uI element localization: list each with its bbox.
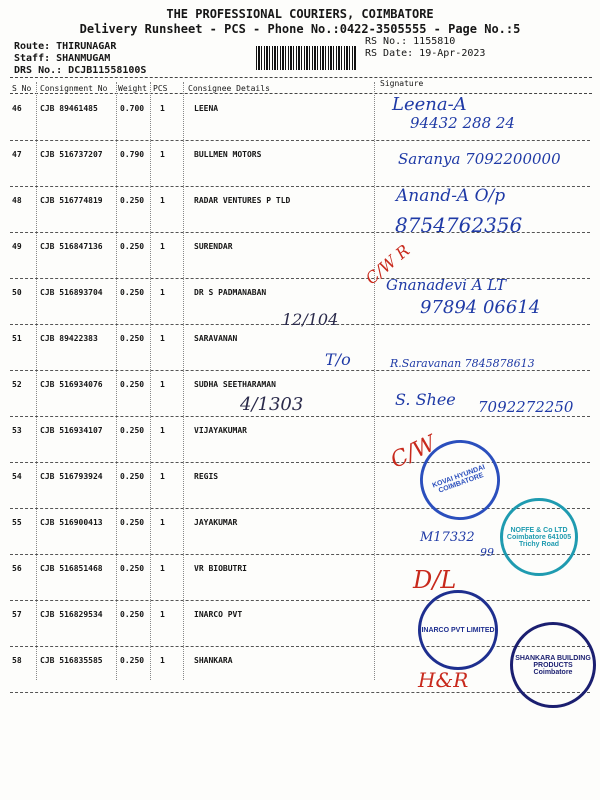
signature-handwriting: 4/1303: [240, 394, 304, 415]
cell-cn: CJB 516847136: [40, 242, 103, 251]
row-divider: [10, 508, 590, 509]
signature-handwriting: 94432 288 24: [410, 114, 515, 132]
col-consignment: Consignment No: [40, 84, 108, 93]
col-sno: S No: [12, 84, 32, 93]
row-divider: [10, 462, 590, 463]
cell-wt: 0.250: [120, 288, 145, 297]
cell-wt: 0.250: [120, 518, 145, 527]
cell-wt: 0.250: [120, 242, 145, 251]
company-stamp: [510, 622, 596, 708]
cell-sno: 58: [12, 656, 22, 665]
table-row: [0, 602, 600, 648]
cell-wt: 0.250: [120, 472, 145, 481]
cell-cn: CJB 516774819: [40, 196, 103, 205]
signature-handwriting: 7092272250: [478, 398, 574, 416]
cell-sno: 47: [12, 150, 22, 159]
row-divider: [10, 646, 590, 647]
cell-cn: CJB 516829534: [40, 610, 103, 619]
row-divider: [10, 370, 590, 371]
table-row: [0, 464, 600, 510]
cell-pcs: 1: [160, 656, 165, 665]
stamp-text: NOFFE & Co LTD Coimbatore 641005 Trichy Road: [506, 526, 572, 548]
cell-sno: 49: [12, 242, 22, 251]
cell-pcs: 1: [160, 472, 165, 481]
cell-name: VIJAYAKUMAR: [194, 426, 247, 435]
table-row: [0, 234, 600, 280]
cell-name: SUDHA SEETHARAMAN: [194, 380, 276, 389]
cell-wt: 0.250: [120, 610, 145, 619]
col-signature: Signature: [380, 79, 424, 88]
staff-label: Staff: SHANMUGAM: [14, 53, 111, 64]
cell-cn: CJB 516737207: [40, 150, 103, 159]
signature-handwriting: M17332: [420, 530, 475, 545]
cell-sno: 48: [12, 196, 22, 205]
cell-cn: CJB 516793924: [40, 472, 103, 481]
signature-handwriting: C/W: [386, 431, 440, 474]
signature-handwriting: S. Shee: [395, 390, 456, 409]
cell-name: BULLMEN MOTORS: [194, 150, 262, 159]
cell-name: INARCO PVT: [194, 610, 243, 619]
cell-sno: 52: [12, 380, 22, 389]
cell-pcs: 1: [160, 104, 165, 113]
cell-cn: CJB 89461485: [40, 104, 98, 113]
cell-pcs: 1: [160, 518, 165, 527]
header-rule: [10, 93, 592, 94]
cell-pcs: 1: [160, 564, 165, 573]
barcode: [256, 46, 356, 70]
cell-name: LEENA: [194, 104, 219, 113]
route-label: Route: THIRUNAGAR: [14, 41, 117, 52]
cell-pcs: 1: [160, 242, 165, 251]
signature-handwriting: 99: [480, 546, 494, 559]
signature-handwriting: 8754762356: [395, 213, 523, 237]
cell-pcs: 1: [160, 150, 165, 159]
cell-wt: 0.700: [120, 104, 145, 113]
company-stamp: [418, 590, 498, 670]
cell-sno: 57: [12, 610, 22, 619]
cell-cn: CJB 516934107: [40, 426, 103, 435]
signature-handwriting: Saranya 7092200000: [398, 150, 561, 168]
row-divider: [10, 140, 590, 141]
cell-wt: 0.250: [120, 426, 145, 435]
cell-sno: 46: [12, 104, 22, 113]
signature-handwriting: Leena-A: [392, 94, 467, 115]
row-divider: [10, 600, 590, 601]
signature-handwriting: D/L: [413, 566, 457, 594]
cell-name: VR BIOBUTRI: [194, 564, 247, 573]
cell-pcs: 1: [160, 334, 165, 343]
signature-handwriting: 97894 06614: [420, 297, 541, 318]
signature-handwriting: T/o: [325, 350, 351, 369]
row-divider: [10, 692, 590, 693]
cell-wt: 0.250: [120, 564, 145, 573]
cell-cn: CJB 516893704: [40, 288, 103, 297]
cell-pcs: 1: [160, 380, 165, 389]
cell-name: SURENDAR: [194, 242, 233, 251]
col-weight: Weight: [118, 84, 147, 93]
drs-number: DRS No.: DCJB11558100S: [14, 65, 147, 76]
signature-handwriting: H&R: [418, 668, 469, 692]
company-stamp: [500, 498, 578, 576]
cell-cn: CJB 516851468: [40, 564, 103, 573]
cell-name: SARAVANAN: [194, 334, 238, 343]
col-pcs: PCS: [153, 84, 168, 93]
cell-wt: 0.250: [120, 656, 145, 665]
cell-sno: 53: [12, 426, 22, 435]
cell-wt: 0.790: [120, 150, 145, 159]
cell-cn: CJB 516900413: [40, 518, 103, 527]
cell-pcs: 1: [160, 426, 165, 435]
stamp-text: INARCO PVT LIMITED: [421, 626, 495, 634]
cell-name: DR S PADMANABAN: [194, 288, 267, 297]
cell-name: REGIS: [194, 472, 219, 481]
signature-handwriting: R.Saravanan 7845878613: [390, 357, 535, 370]
cell-sno: 55: [12, 518, 22, 527]
cell-name: RADAR VENTURES P TLD: [194, 196, 291, 205]
cell-pcs: 1: [160, 610, 165, 619]
cell-wt: 0.250: [120, 334, 145, 343]
cell-wt: 0.250: [120, 196, 145, 205]
cell-cn: CJB 89422383: [40, 334, 98, 343]
cell-cn: CJB 516835585: [40, 656, 103, 665]
cell-sno: 56: [12, 564, 22, 573]
rs-number: RS No.: 1155810: [365, 36, 456, 47]
cell-sno: 50: [12, 288, 22, 297]
signature-handwriting: 12/104: [282, 310, 339, 329]
cell-name: SHANKARA: [194, 656, 233, 665]
stamp-text: SHANKARA BUILDING PRODUCTS Coimbatore: [515, 654, 591, 676]
signature-handwriting: Gnanadevi A LT: [386, 276, 507, 294]
stamp-text: KOVAI HYUNDAI COIMBATORE: [431, 463, 487, 495]
rs-date: RS Date: 19-Apr-2023: [365, 48, 486, 59]
cell-wt: 0.250: [120, 380, 145, 389]
cell-name: JAYAKUMAR: [194, 518, 238, 527]
cell-pcs: 1: [160, 288, 165, 297]
cell-pcs: 1: [160, 196, 165, 205]
table-top-rule: [10, 77, 592, 78]
table-row: [0, 418, 600, 464]
cell-cn: CJB 516934076: [40, 380, 103, 389]
company-title: THE PROFESSIONAL COURIERS, COIMBATORE: [166, 7, 434, 21]
signature-handwriting: Anand-A O/p: [396, 186, 506, 206]
row-divider: [10, 416, 590, 417]
cell-sno: 51: [12, 334, 22, 343]
col-consignee: Consignee Details: [188, 84, 270, 93]
cell-sno: 54: [12, 472, 22, 481]
runsheet-title: Delivery Runsheet - PCS - Phone No.:0422-3505555 - Page No.:5: [79, 22, 521, 36]
signature-handwriting: C/W R: [361, 240, 414, 289]
